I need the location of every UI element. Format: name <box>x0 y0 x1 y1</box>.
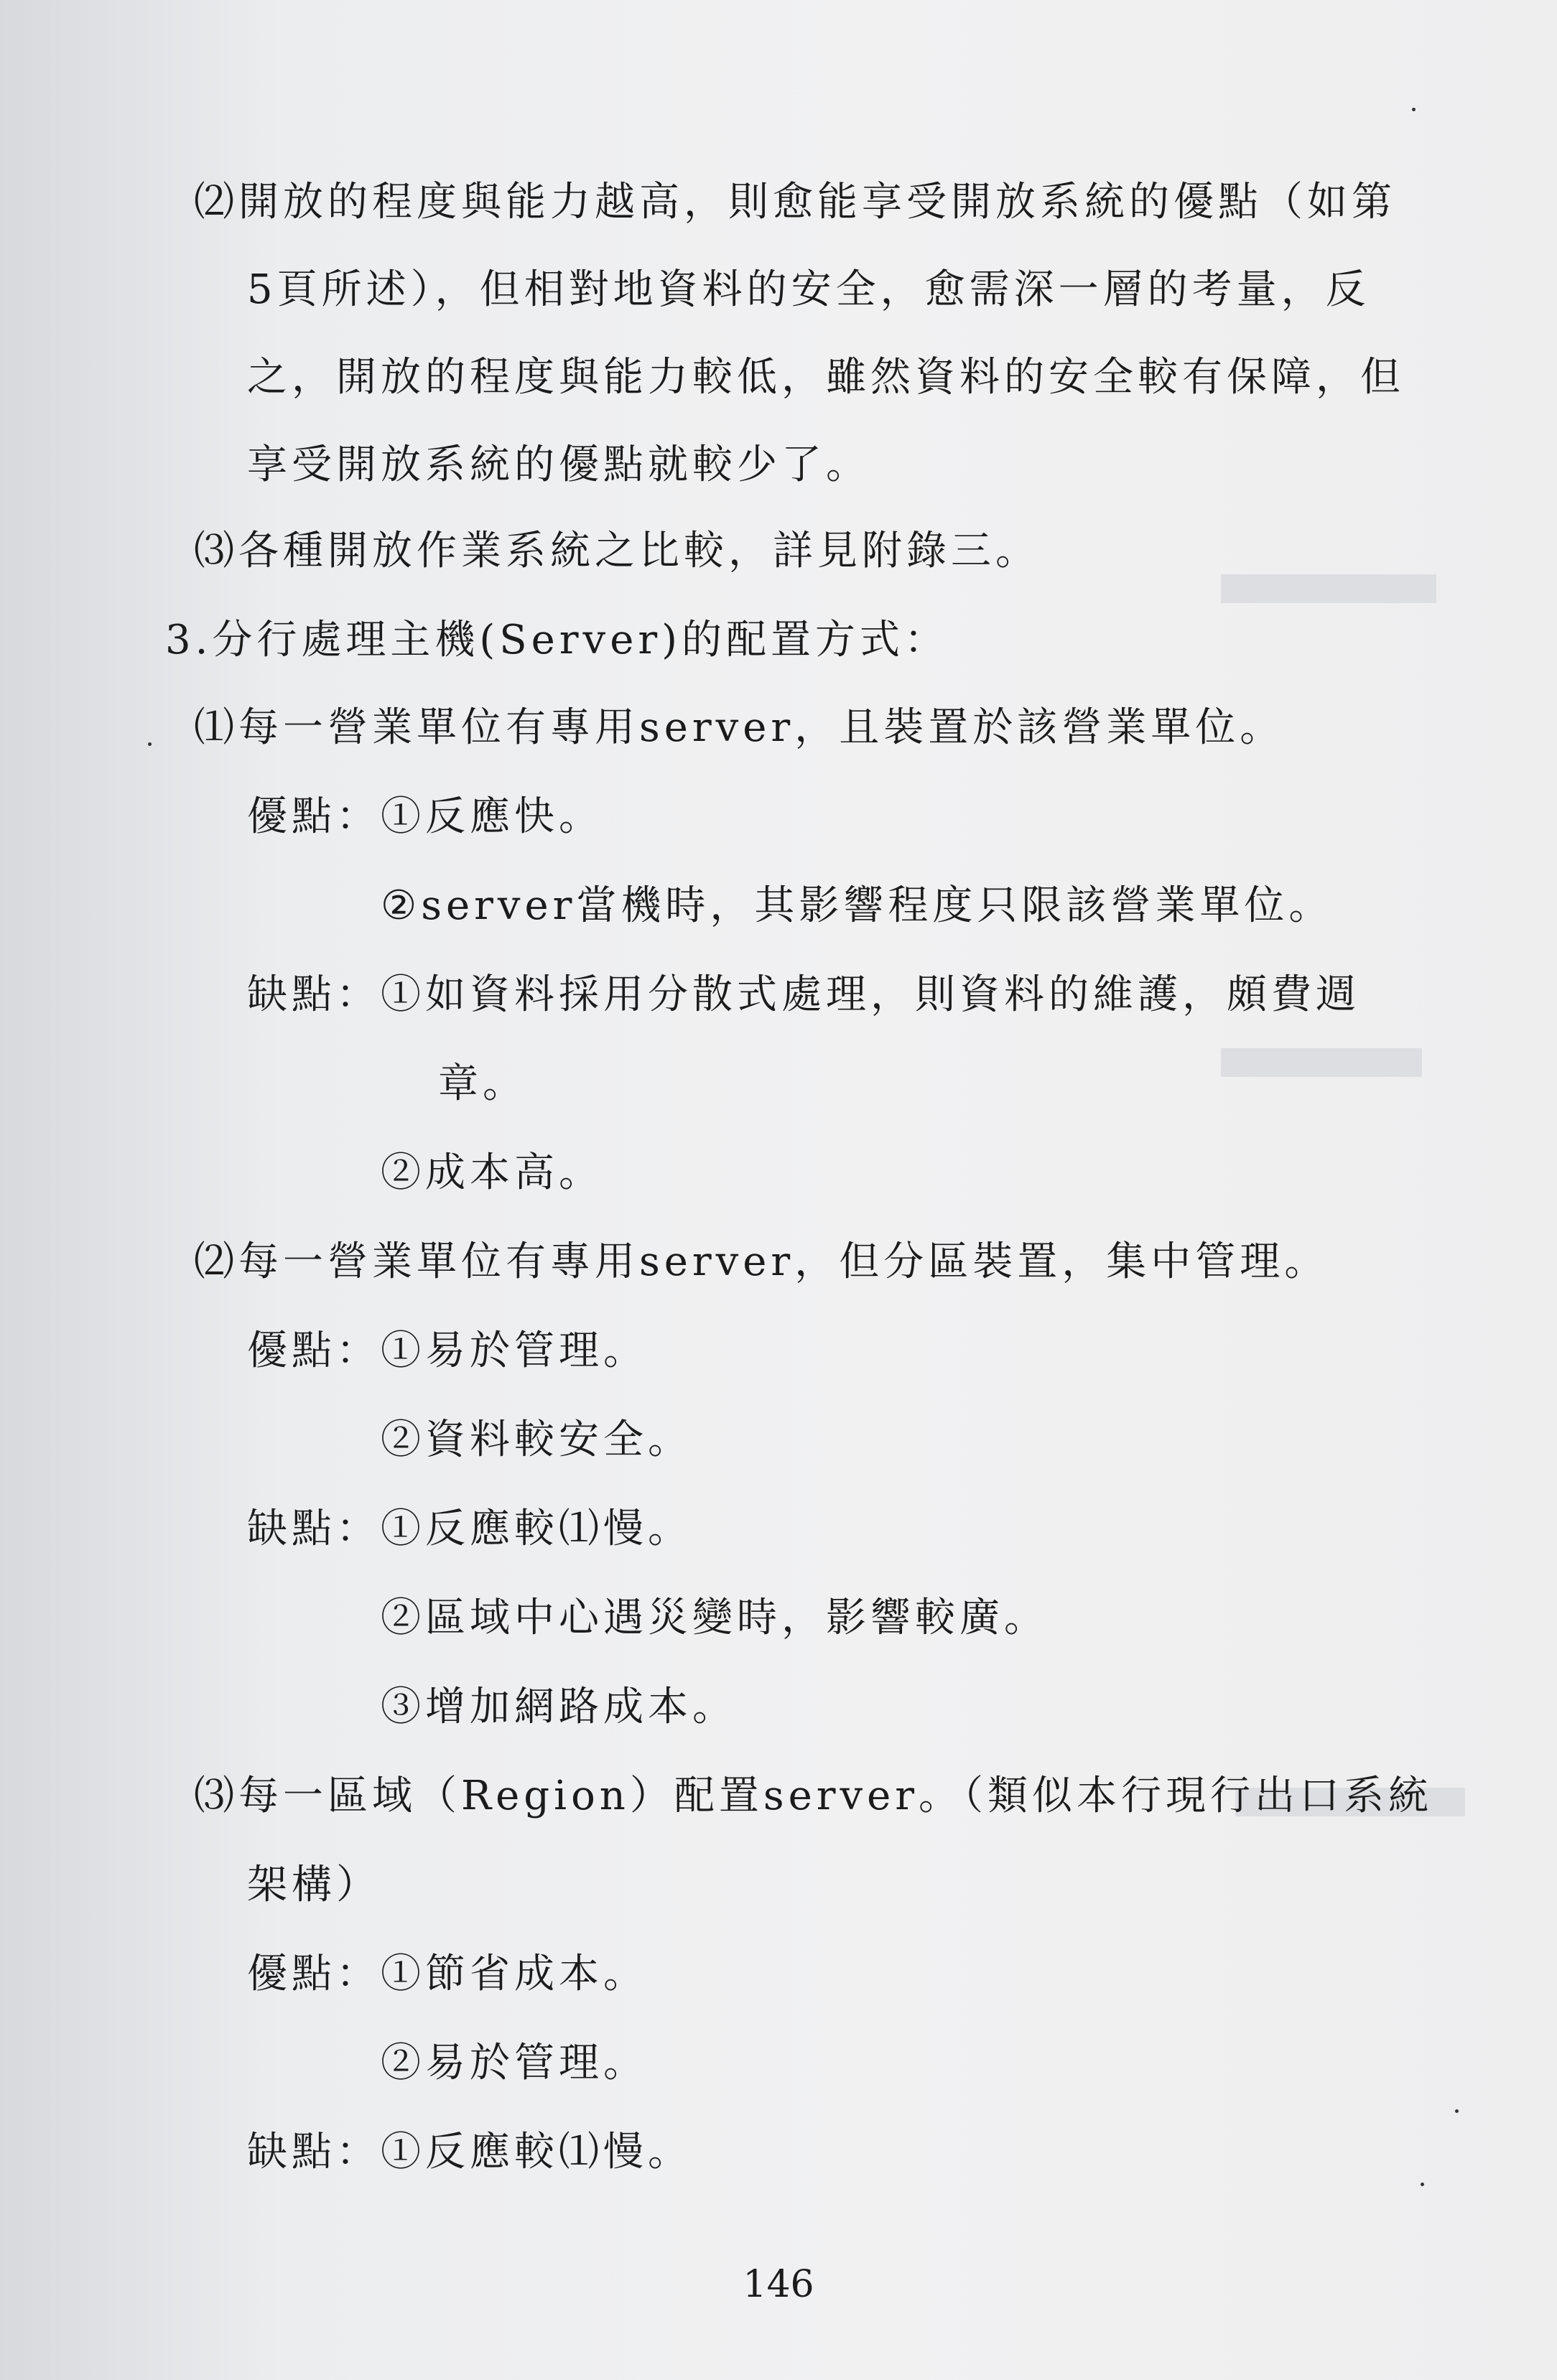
text-line: 架構） <box>247 1862 381 1908</box>
text-line: ⑶各種開放作業系統之比較，詳見附錄三。 <box>194 528 1040 574</box>
text-line: 章。 <box>438 1060 527 1107</box>
text-line: 享受開放系統的優點就較少了。 <box>247 442 870 488</box>
section-heading: 3.分行處理主機(Server)的配置方式： <box>165 617 949 663</box>
text-line: ③增加網路成本。 <box>381 1684 737 1730</box>
scan-speck <box>148 742 152 746</box>
text-line: ⑶每一區域（Region）配置server。（類似本行現行出口系統 <box>194 1773 1433 1819</box>
text-line: 優點：①反應快。 <box>247 793 603 840</box>
text-line: 缺點：①反應較⑴慢。 <box>247 1506 692 1552</box>
text-line: 之，開放的程度與能力較低，雖然資料的安全較有保障，但 <box>247 354 1405 401</box>
text-line: ②易於管理。 <box>381 2040 648 2086</box>
scan-speck <box>1421 2183 1424 2186</box>
text-line: ⑵每一營業單位有專用server，但分區裝置，集中管理。 <box>194 1238 1329 1285</box>
scan-speck <box>1455 2109 1459 2113</box>
text-line: ②成本高。 <box>381 1149 603 1196</box>
bleed-through-shadow <box>1221 574 1436 603</box>
scan-speck <box>1412 108 1416 111</box>
page-number: 146 <box>743 2263 814 2306</box>
text-line: ②區域中心遇災變時，影響較廣。 <box>381 1595 1049 1641</box>
text-line: ⑵開放的程度與能力越高，則愈能享受開放系統的優點（如第 <box>194 179 1396 225</box>
text-line: ②資料較安全。 <box>381 1417 692 1463</box>
text-line: 5頁所述），但相對地資料的安全，愈需深一層的考量，反 <box>247 266 1370 313</box>
text-line: 優點：①節省成本。 <box>247 1951 648 1997</box>
text-line: ⑴每一營業單位有專用server，且裝置於該營業單位。 <box>194 704 1285 751</box>
bleed-through-shadow <box>1221 1048 1422 1077</box>
text-line: ②server當機時，其影響程度只限該營業單位。 <box>381 882 1334 929</box>
text-line: 優點：①易於管理。 <box>247 1327 648 1374</box>
text-line: 缺點：①反應較⑴慢。 <box>247 2129 692 2175</box>
text-line: 缺點：①如資料採用分散式處理，則資料的維護，頗費週 <box>247 971 1360 1018</box>
